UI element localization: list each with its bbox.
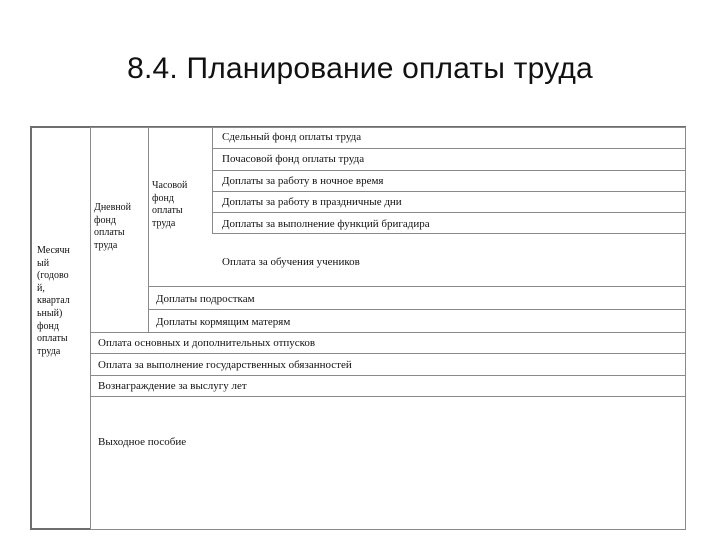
- holiday-pay-text: Доплаты за работу в праздничные дни: [222, 196, 402, 208]
- wage-fund-diagram: [30, 126, 686, 530]
- state-duties-pay-text: Оплата за выполнение государственных обязанностей: [98, 359, 352, 371]
- piece-fund-text: Сдельный фонд оплаты труда: [222, 131, 362, 143]
- slide-title: 8.4. Планирование оплаты труда: [127, 52, 593, 85]
- daily-fund-label: Дневной фонд оплаты труда: [94, 202, 132, 251]
- night-pay-text: Доплаты за работу в ночное время: [222, 175, 384, 187]
- time-fund-text: Почасовой фонд оплаты труда: [222, 153, 365, 165]
- seniority-reward-text: Вознаграждение за выслугу лет: [98, 380, 247, 392]
- training-pay-text: Оплата за обучения учеников: [222, 256, 360, 268]
- vacation-pay-text: Оплата основных и дополнительных отпусков: [98, 337, 316, 349]
- severance-pay-text: Выходное пособие: [98, 436, 187, 448]
- nursing-pay-text: Доплаты кормящим матерям: [156, 316, 291, 328]
- row-severance-pay: [90, 396, 686, 530]
- teen-pay-text: Доплаты подросткам: [156, 293, 255, 305]
- foreman-pay-text: Доплаты за выполнение функций бригадира: [222, 218, 430, 230]
- hourly-fund-label: Часовой фонд оплаты труда: [152, 180, 188, 229]
- monthly-fund-label: Месячн ый (годово й, квартал ьный) фонд оплаты труда: [37, 245, 70, 357]
